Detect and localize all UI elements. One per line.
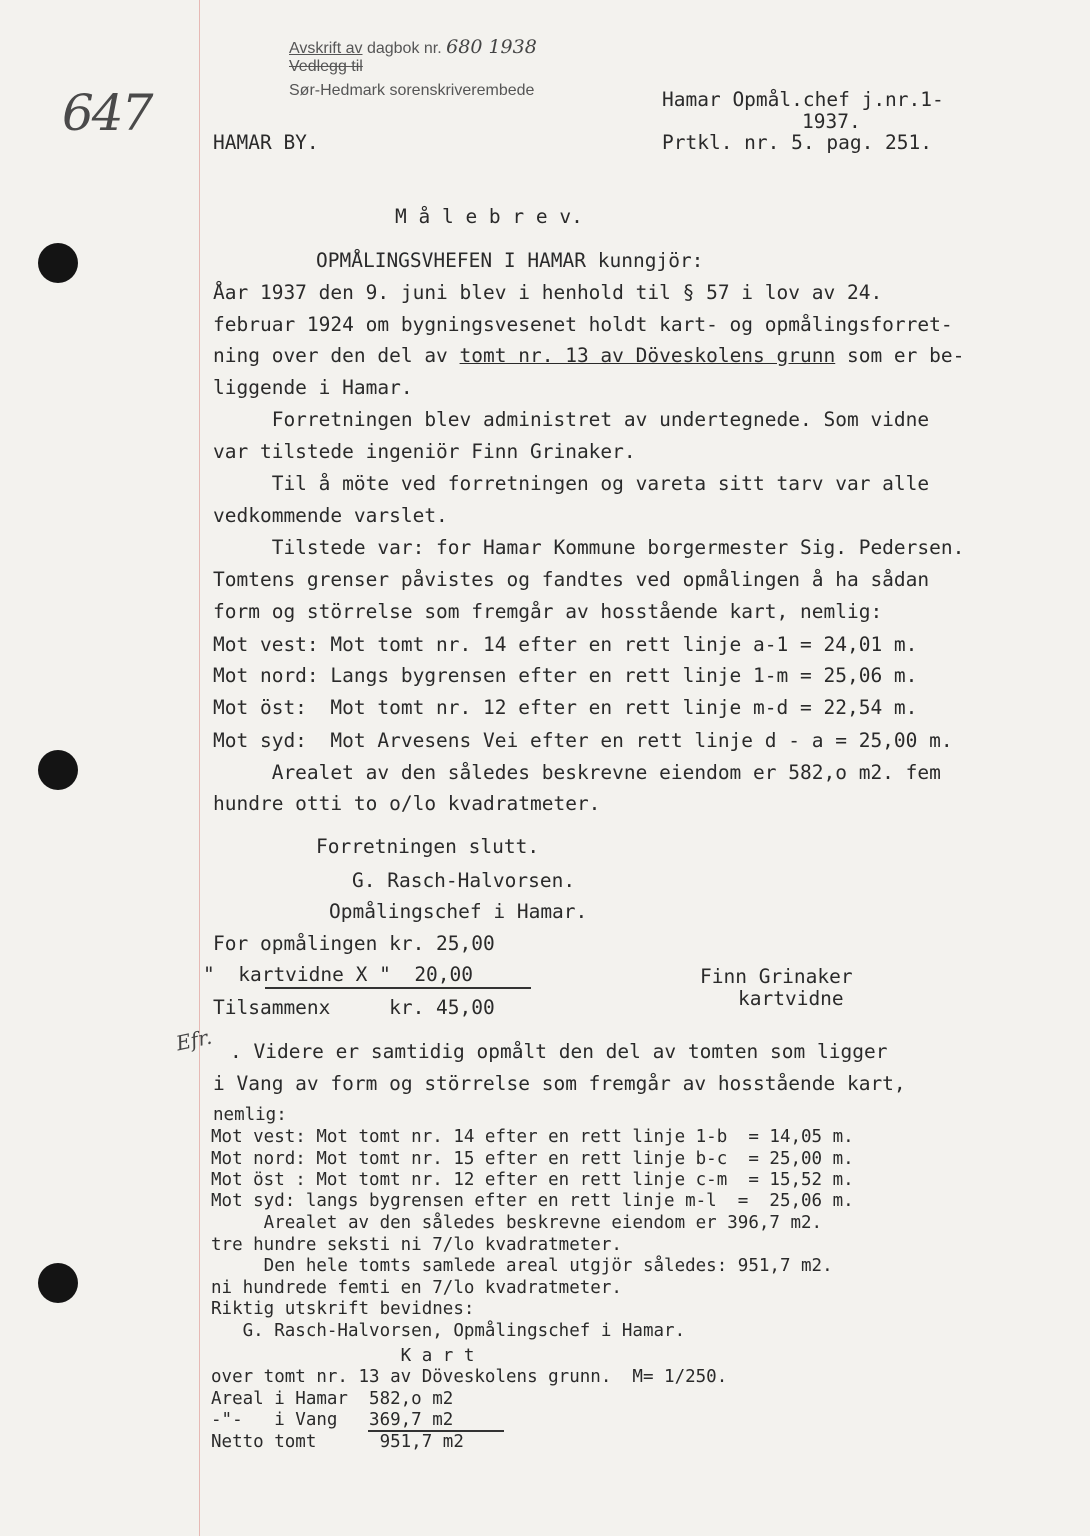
- body-line: Til å möte ved forretningen og vareta sitt tarv var alle: [213, 472, 930, 495]
- closing-statement: Forretningen slutt.: [316, 835, 540, 858]
- punch-hole-bottom: [38, 1263, 78, 1303]
- margin-rule: [199, 0, 200, 1536]
- boundary-line: Mot syd: langs bygrensen efter en rett linje m-l = 25,06 m.: [211, 1191, 854, 1211]
- body-line: vedkommende varslet.: [213, 504, 448, 527]
- boundary-line: Mot öst: Mot tomt nr. 12 efter en rett linje m-d = 22,54 m.: [213, 696, 918, 719]
- addendum-line: G. Rasch-Halvorsen, Opmålingschef i Hamar.: [211, 1321, 686, 1341]
- boundary-line: Mot syd: Mot Arvesens Vei efter en rett linje d - a = 25,00 m.: [213, 729, 953, 752]
- boundary-line: Mot öst : Mot tomt nr. 12 efter en rett linje c-m = 15,52 m.: [211, 1170, 854, 1190]
- addendum-line: Arealet av den således beskrevne eiendom er 396,7 m2.: [211, 1213, 823, 1233]
- witness-role: kartvidne: [738, 987, 844, 1010]
- punch-hole-middle: [38, 750, 78, 790]
- body-line: form og störrelse som fremgår av hosstående kart, nemlig:: [213, 600, 883, 623]
- body-line: Tilstede var: for Hamar Kommune borgermester Sig. Pedersen.: [213, 536, 965, 559]
- body-line: februar 1924 om bygningsvesenet holdt kart- og opmålingsforret-: [213, 313, 953, 336]
- punch-hole-top: [38, 243, 78, 283]
- stamp-avskrift: Avskrift av: [289, 40, 363, 57]
- protocol-ref: Prtkl. nr. 5. pag. 251.: [662, 131, 933, 154]
- stamp-dagbok-label: dagbok nr.: [366, 40, 442, 57]
- document-title: M å l e b r e v.: [395, 205, 583, 228]
- property-reference: tomt nr. 13 av Döveskolens grunn: [459, 344, 836, 367]
- body-line: ning over den del av tomt nr. 13 av Döveskolens grunn som er be-: [213, 344, 965, 367]
- body-line: Forretningen blev administret av undertegnede. Som vidne: [213, 408, 930, 431]
- body-line: Arealet av den således beskrevne eiendom er 582,o m2. fem: [213, 761, 941, 784]
- boundary-line: Mot nord: Mot tomt nr. 15 efter en rett linje b-c = 25,00 m.: [211, 1149, 854, 1169]
- addendum-line: over tomt nr. 13 av Döveskolens grunn. M= 1/250.: [211, 1367, 728, 1387]
- journal-year: 1937.: [802, 110, 861, 133]
- fee-line: For opmålingen kr. 25,00: [213, 932, 495, 955]
- body-line: liggende i Hamar.: [213, 376, 413, 399]
- body-line: hundre otti to o/lo kvadratmeter.: [213, 792, 601, 815]
- fee-total: Tilsammenx kr. 45,00: [213, 996, 495, 1019]
- signer-title: Opmålingschef i Hamar.: [329, 900, 588, 923]
- journal-ref: Hamar Opmål.chef j.nr.1-: [662, 88, 944, 111]
- stamp-line1: [289, 36, 537, 58]
- addendum-line: Riktig utskrift bevidnes:: [211, 1299, 475, 1319]
- area-total: Netto tomt 951,7 m2: [211, 1432, 464, 1452]
- witness-name: Finn Grinaker: [700, 965, 853, 988]
- signer-name: G. Rasch-Halvorsen.: [352, 869, 576, 892]
- addendum-line: tre hundre seksti ni 7/lo kvadratmeter.: [211, 1235, 622, 1255]
- addendum-line: Den hele tomts samlede areal utgjör således: 951,7 m2.: [211, 1256, 833, 1276]
- addendum-line: nemlig:: [213, 1105, 287, 1125]
- stamp-dagbok-number: 680 1938: [446, 36, 537, 58]
- area-line: -"- i Vang 369,7 m2: [211, 1410, 454, 1430]
- addendum-line: . Videre er samtidig opmålt den del av tomten som ligger: [230, 1040, 888, 1063]
- addendum-line: ni hundrede femti en 7/lo kvadratmeter.: [211, 1278, 622, 1298]
- margin-annotation: Efr.: [173, 1024, 214, 1056]
- boundary-line: Mot nord: Langs bygrensen efter en rett linje 1-m = 25,06 m.: [213, 664, 918, 687]
- page-number: 647: [62, 84, 152, 142]
- stamp-line2: Vedlegg til: [289, 58, 363, 75]
- fee-line: " kartvidne X " 20,00: [203, 963, 474, 986]
- boundary-line: Mot vest: Mot tomt nr. 14 efter en rett linje 1-b = 14,05 m.: [211, 1127, 854, 1147]
- body-line: var tilstede ingeniör Finn Grinaker.: [213, 440, 636, 463]
- body-line: Tomtens grenser påvistes og fandtes ved opmålingen å ha sådan: [213, 568, 930, 591]
- body-line: OPMÅLINGSVHEFEN I HAMAR kunngjör:: [316, 249, 704, 272]
- body-line: Åar 1937 den 9. juni blev i henhold til § 57 i lov av 24.: [213, 281, 883, 304]
- boundary-line: Mot vest: Mot tomt nr. 14 efter en rett linje a-1 = 24,01 m.: [213, 633, 918, 656]
- fee-underline: [265, 987, 531, 989]
- stamp-line3: Sør-Hedmark sorenskriverembede: [289, 82, 535, 99]
- area-line: Areal i Hamar 582,o m2: [211, 1389, 454, 1409]
- map-heading: K a r t: [211, 1346, 475, 1366]
- city-heading: HAMAR BY.: [213, 131, 319, 154]
- addendum-line: i Vang av form og störrelse som fremgår av hosstående kart,: [213, 1072, 906, 1095]
